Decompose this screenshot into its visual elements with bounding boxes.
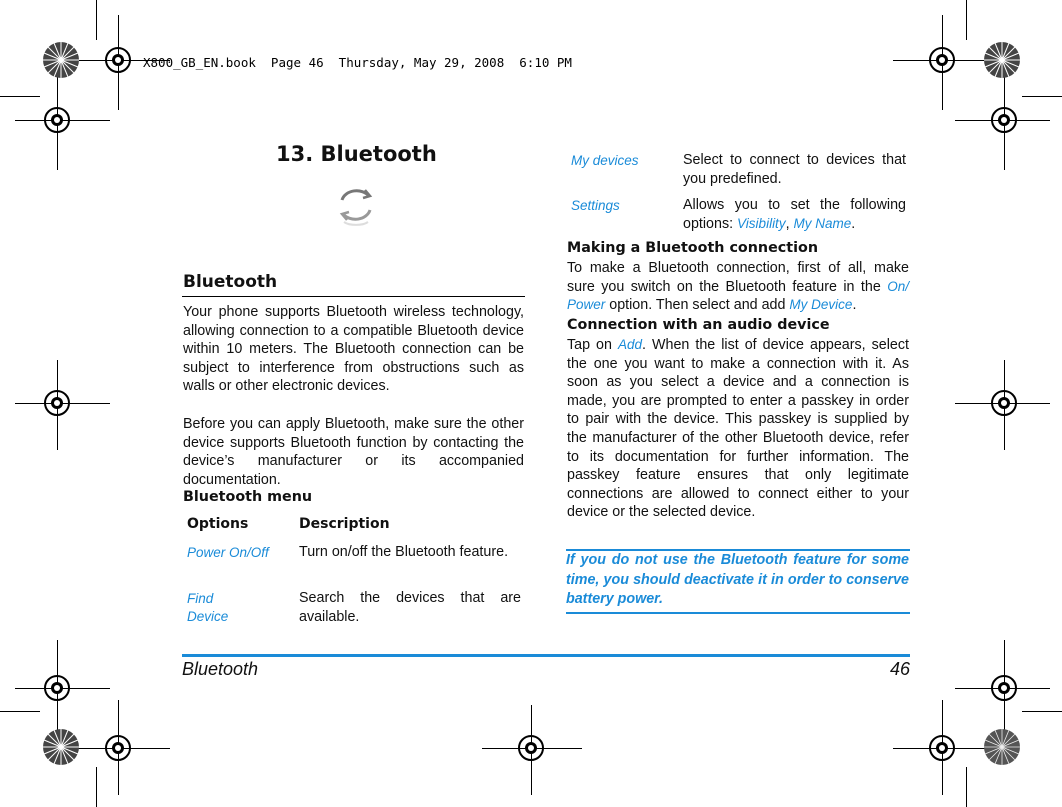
crop-mark-crosshair-icon [98, 40, 138, 80]
section-title: Bluetooth [183, 272, 278, 292]
add-link: Add [617, 337, 643, 352]
making-text-end: . [852, 297, 857, 314]
audio-paragraph [567, 336, 909, 522]
crop-line [1022, 711, 1062, 712]
chapter-title: 13. Bluetooth [276, 142, 437, 166]
section-rule [182, 296, 525, 297]
page-number: 46 [889, 659, 910, 679]
making-text-mid: option. Then select and add [605, 297, 790, 314]
my-name-link: My Name [793, 215, 852, 231]
settings-text: Allows you to set the following options: [683, 197, 906, 232]
description-power: Turn on/off the Bluetooth feature. [299, 544, 509, 560]
note-bottom-rule [566, 612, 910, 614]
description-settings [683, 196, 906, 233]
settings-end: . [851, 215, 856, 232]
battery-note: If you do not use the Bluetooth feature for some time, you should deactivate it in order to conserve battery power. [566, 552, 909, 607]
registration-starburst-icon [982, 727, 1022, 767]
crop-mark-crosshair-icon [984, 668, 1024, 708]
crop-line [96, 767, 97, 807]
menu-heading: Bluetooth menu [183, 489, 313, 505]
footer-rule [182, 654, 910, 657]
crop-mark-crosshair-icon [922, 728, 962, 768]
crop-mark-crosshair-icon [37, 383, 77, 423]
crop-mark-crosshair-icon [922, 40, 962, 80]
table-header-description: Description [299, 516, 390, 532]
my-device-link: My Device [789, 297, 853, 313]
option-find-line2: Device [187, 609, 229, 624]
making-text-pre: To make a Bluetooth connection, first of all, make sure you switch on the Bluetooth feature in the [567, 260, 909, 295]
intro-paragraph: Your phone supports Bluetooth wireless technology, allowing connection to a compatible Bluetooth device within 10 meters. The Bluetooth connection can be subject to interference from obstructions such as walls or other electronic devices. [183, 304, 524, 395]
option-find-line1: Find [187, 591, 214, 606]
description-find: Search the devices that are available. [299, 590, 521, 625]
registration-starburst-icon [982, 40, 1022, 80]
registration-starburst-icon [41, 727, 81, 767]
option-my-devices: My devices [571, 153, 639, 168]
table-header-options: Options [187, 516, 249, 532]
crop-mark-crosshair-icon [984, 383, 1024, 423]
footer-section: Bluetooth [182, 659, 259, 679]
crop-line [0, 711, 40, 712]
on-power-link: On/ Power [567, 278, 909, 313]
settings-sep: , [785, 215, 794, 232]
print-header: X800_GB_EN.book Page 46 Thursday, May 29, 2008 6:10 PM [143, 55, 572, 70]
audio-heading: Connection with an audio device [567, 317, 830, 333]
crop-mark-crosshair-icon [37, 100, 77, 140]
bluetooth-sync-icon [336, 184, 376, 228]
making-paragraph [567, 259, 909, 315]
crop-mark-crosshair-icon [511, 728, 551, 768]
crop-mark-crosshair-icon [984, 100, 1024, 140]
crop-mark-crosshair-icon [37, 668, 77, 708]
option-power: Power On/Off [187, 545, 269, 560]
crop-mark-crosshair-icon [98, 728, 138, 768]
description-my-devices: Select to connect to devices that you predefined. [683, 152, 906, 187]
before-paragraph: Before you can apply Bluetooth, make sure the other device supports Bluetooth function by contacting the device’s manufacturer or its accompanied documentation. [183, 416, 524, 488]
registration-starburst-icon [41, 40, 81, 80]
crop-line [1022, 96, 1062, 97]
audio-text-post: . When the list of device appears, select the one you want to make a connection with it. As soon as you select a device and a connection is made, you are prompted to enter a passkey in order to pair with the device. This passkey is supplied by the manufacturer of the other Bluetooth device, refer to its documentation for further information. The passkey feature ensures that only legitimate connections are allowed to connect either to your device or the selected device. [567, 337, 909, 521]
option-find [187, 590, 228, 626]
crop-line [0, 96, 40, 97]
crop-line [966, 767, 967, 807]
option-settings: Settings [571, 198, 620, 213]
making-heading: Making a Bluetooth connection [567, 240, 818, 256]
crop-line [966, 0, 967, 40]
visibility-link: Visibility [737, 215, 786, 231]
audio-text-pre: Tap on [567, 337, 618, 353]
